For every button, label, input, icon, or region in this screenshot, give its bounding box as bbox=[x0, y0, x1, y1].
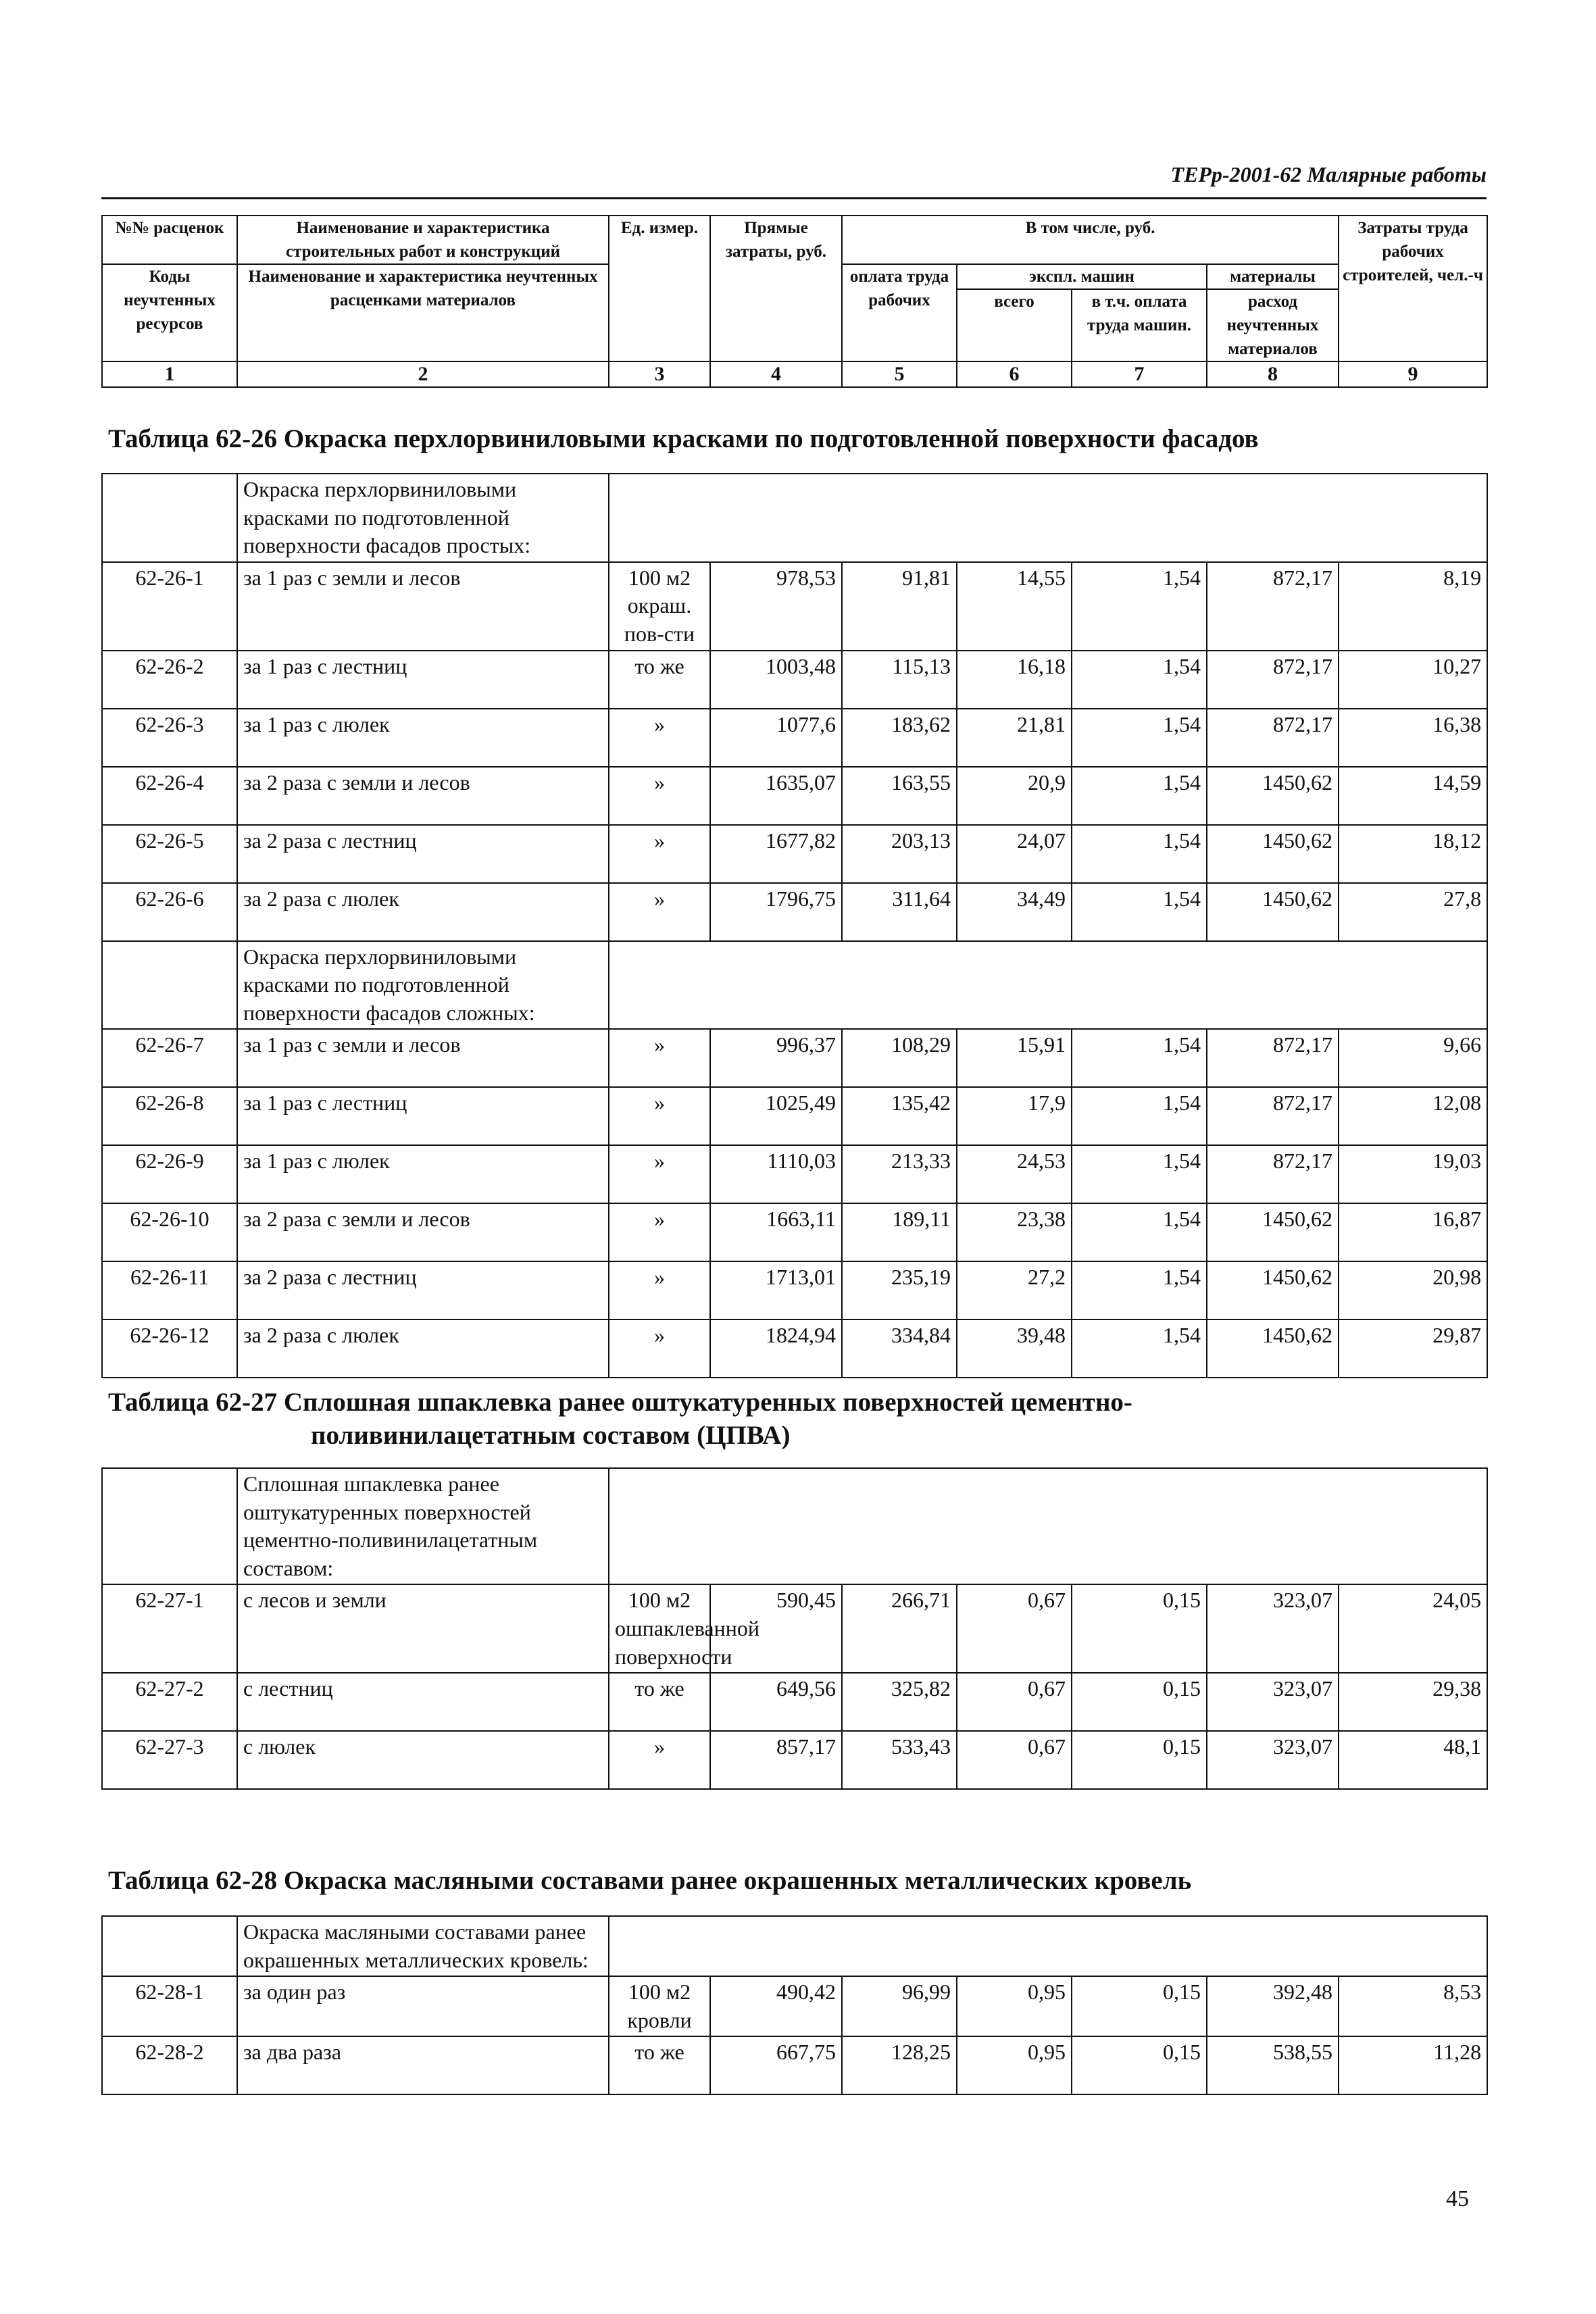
direct-costs: 1677,82 bbox=[710, 825, 842, 883]
column-number: 3 bbox=[609, 361, 710, 387]
group-header-row bbox=[102, 1916, 1487, 1976]
table-row bbox=[102, 1584, 1487, 1673]
rate-code: 62-26-11 bbox=[102, 1261, 237, 1319]
material-costs: 1450,62 bbox=[1207, 825, 1339, 883]
unit-of-measure: то же bbox=[609, 2036, 710, 2094]
material-costs: 1450,62 bbox=[1207, 1203, 1339, 1261]
machine-costs: 23,38 bbox=[957, 1203, 1072, 1261]
header-worker-pay: оплата труда рабочих bbox=[842, 264, 957, 361]
material-costs: 323,07 bbox=[1207, 1731, 1339, 1789]
machine-costs: 14,55 bbox=[957, 562, 1072, 651]
machine-operator-pay: 1,54 bbox=[1072, 1145, 1207, 1203]
table-row bbox=[102, 651, 1487, 709]
worker-pay: 266,71 bbox=[842, 1584, 957, 1673]
direct-costs: 1663,11 bbox=[710, 1203, 842, 1261]
material-costs: 323,07 bbox=[1207, 1584, 1339, 1673]
direct-costs: 1713,01 bbox=[710, 1261, 842, 1319]
rate-code: 62-26-2 bbox=[102, 651, 237, 709]
work-name: за 1 раз с земли и лесов bbox=[237, 562, 609, 651]
group-title: Окраска перхлорвиниловыми красками по подготовленной поверхности фасадов простых: bbox=[237, 474, 609, 562]
labor-costs: 24,05 bbox=[1339, 1584, 1487, 1673]
rate-code: 62-26-4 bbox=[102, 767, 237, 825]
table-62-26 bbox=[101, 473, 1488, 1378]
work-name: за 1 раз с люлек bbox=[237, 709, 609, 767]
material-costs: 538,55 bbox=[1207, 2036, 1339, 2094]
header-material-name: Наименование и характеристика неучтенных расценками материалов bbox=[237, 264, 609, 361]
machine-operator-pay: 1,54 bbox=[1072, 651, 1207, 709]
machine-costs: 20,9 bbox=[957, 767, 1072, 825]
unit-of-measure: » bbox=[609, 1731, 710, 1789]
direct-costs: 490,42 bbox=[710, 1976, 842, 2036]
table-row bbox=[102, 1087, 1487, 1145]
work-name: за 1 раз с лестниц bbox=[237, 651, 609, 709]
rate-code: 62-26-9 bbox=[102, 1145, 237, 1203]
unit-of-measure: 100 м2 ошпаклеванной поверхности bbox=[609, 1584, 710, 1673]
machine-costs: 21,81 bbox=[957, 709, 1072, 767]
worker-pay: 235,19 bbox=[842, 1261, 957, 1319]
labor-costs: 8,53 bbox=[1339, 1976, 1487, 2036]
labor-costs: 48,1 bbox=[1339, 1731, 1487, 1789]
column-number: 7 bbox=[1072, 361, 1207, 387]
direct-costs: 1003,48 bbox=[710, 651, 842, 709]
material-costs: 872,17 bbox=[1207, 562, 1339, 651]
labor-costs: 8,19 bbox=[1339, 562, 1487, 651]
machine-costs: 24,53 bbox=[957, 1145, 1072, 1203]
rate-code: 62-27-2 bbox=[102, 1673, 237, 1731]
material-costs: 872,17 bbox=[1207, 651, 1339, 709]
unit-of-measure: » bbox=[609, 767, 710, 825]
machine-costs: 0,67 bbox=[957, 1584, 1072, 1673]
labor-costs: 16,38 bbox=[1339, 709, 1487, 767]
worker-pay: 213,33 bbox=[842, 1145, 957, 1203]
table-body bbox=[102, 1468, 1487, 1789]
machine-operator-pay: 0,15 bbox=[1072, 1976, 1207, 2036]
machine-costs: 15,91 bbox=[957, 1029, 1072, 1087]
machine-operator-pay: 1,54 bbox=[1072, 1203, 1207, 1261]
column-number: 8 bbox=[1207, 361, 1339, 387]
group-header-row bbox=[102, 474, 1487, 562]
direct-costs: 667,75 bbox=[710, 2036, 842, 2094]
machine-costs: 0,67 bbox=[957, 1731, 1072, 1789]
table-body bbox=[102, 1916, 1487, 2094]
labor-costs: 12,08 bbox=[1339, 1087, 1487, 1145]
table-row bbox=[102, 1261, 1487, 1319]
header-unit: Ед. измер. bbox=[609, 216, 710, 361]
column-header-table bbox=[101, 215, 1488, 388]
rate-code: 62-26-5 bbox=[102, 825, 237, 883]
group-code-cell bbox=[102, 1468, 237, 1584]
unit-of-measure: » bbox=[609, 1029, 710, 1087]
worker-pay: 533,43 bbox=[842, 1731, 957, 1789]
direct-costs: 1635,07 bbox=[710, 767, 842, 825]
table-row bbox=[102, 1673, 1487, 1731]
group-title: Окраска масляными составами ранее окрашенных металлических кровель: bbox=[237, 1916, 609, 1976]
worker-pay: 203,13 bbox=[842, 825, 957, 883]
direct-costs: 590,45 bbox=[710, 1584, 842, 1673]
machine-operator-pay: 1,54 bbox=[1072, 1029, 1207, 1087]
worker-pay: 108,29 bbox=[842, 1029, 957, 1087]
header-machines-pay: в т.ч. оплата труда машин. bbox=[1072, 289, 1207, 361]
running-head: ТЕРр-2001-62 Малярные работы bbox=[1170, 162, 1487, 186]
labor-costs: 18,12 bbox=[1339, 825, 1487, 883]
table-62-27 bbox=[101, 1467, 1488, 1790]
unit-of-measure: 100 м2 кровли bbox=[609, 1976, 710, 2036]
header-direct-costs: Прямые затраты, руб. bbox=[710, 216, 842, 361]
table-row bbox=[102, 1145, 1487, 1203]
table-row bbox=[102, 883, 1487, 941]
work-name: за 2 раза с люлек bbox=[237, 883, 609, 941]
machine-operator-pay: 0,15 bbox=[1072, 1673, 1207, 1731]
column-number: 6 bbox=[957, 361, 1072, 387]
group-title: Окраска перхлорвиниловыми красками по подготовленной поверхности фасадов сложных: bbox=[237, 941, 609, 1030]
direct-costs: 1824,94 bbox=[710, 1319, 842, 1378]
work-name: за 1 раз с люлек bbox=[237, 1145, 609, 1203]
worker-pay: 115,13 bbox=[842, 651, 957, 709]
direct-costs: 1077,6 bbox=[710, 709, 842, 767]
table-row bbox=[102, 1731, 1487, 1789]
header-including: В том числе, руб. bbox=[842, 216, 1339, 264]
group-blank-cell bbox=[609, 1468, 1487, 1584]
group-blank-cell bbox=[609, 1916, 1487, 1976]
work-name: за 2 раза с земли и лесов bbox=[237, 1203, 609, 1261]
column-number: 1 bbox=[102, 361, 237, 387]
unit-of-measure: » bbox=[609, 1145, 710, 1203]
rate-code: 62-27-1 bbox=[102, 1584, 237, 1673]
table-row bbox=[102, 825, 1487, 883]
table-62-28 bbox=[101, 1915, 1488, 2095]
unit-of-measure: » bbox=[609, 883, 710, 941]
rate-code: 62-27-3 bbox=[102, 1731, 237, 1789]
header-rule bbox=[101, 197, 1487, 199]
direct-costs: 996,37 bbox=[710, 1029, 842, 1087]
work-name: за 1 раз с лестниц bbox=[237, 1087, 609, 1145]
labor-costs: 20,98 bbox=[1339, 1261, 1487, 1319]
material-costs: 323,07 bbox=[1207, 1673, 1339, 1731]
table-62-26-title: Таблица 62-26 Окраска перхлорвиниловыми красками по подготовленной поверхности фасадов bbox=[108, 424, 1259, 453]
table-row bbox=[102, 2036, 1487, 2094]
material-costs: 872,17 bbox=[1207, 1029, 1339, 1087]
material-costs: 1450,62 bbox=[1207, 1261, 1339, 1319]
direct-costs: 649,56 bbox=[710, 1673, 842, 1731]
worker-pay: 163,55 bbox=[842, 767, 957, 825]
table-row bbox=[102, 562, 1487, 651]
table-62-27-title-line2: поливинилацетатным составом (ЦПВА) bbox=[311, 1420, 791, 1450]
worker-pay: 128,25 bbox=[842, 2036, 957, 2094]
group-code-cell bbox=[102, 941, 237, 1030]
material-costs: 392,48 bbox=[1207, 1976, 1339, 2036]
group-blank-cell bbox=[609, 474, 1487, 562]
worker-pay: 334,84 bbox=[842, 1319, 957, 1378]
table-row bbox=[102, 1029, 1487, 1087]
table-row bbox=[102, 767, 1487, 825]
rate-code: 62-26-8 bbox=[102, 1087, 237, 1145]
rate-code: 62-26-3 bbox=[102, 709, 237, 767]
labor-costs: 27,8 bbox=[1339, 883, 1487, 941]
unit-of-measure: » bbox=[609, 709, 710, 767]
rate-code: 62-26-12 bbox=[102, 1319, 237, 1378]
direct-costs: 857,17 bbox=[710, 1731, 842, 1789]
worker-pay: 311,64 bbox=[842, 883, 957, 941]
header-column-numbers bbox=[102, 361, 1487, 387]
machine-operator-pay: 1,54 bbox=[1072, 825, 1207, 883]
machine-costs: 0,67 bbox=[957, 1673, 1072, 1731]
labor-costs: 14,59 bbox=[1339, 767, 1487, 825]
table-62-27-title-line1: Таблица 62-27 Сплошная шпаклевка ранее оштукатуренных поверхностей цементно- bbox=[108, 1388, 1132, 1417]
machine-operator-pay: 1,54 bbox=[1072, 1087, 1207, 1145]
rate-code: 62-28-1 bbox=[102, 1976, 237, 2036]
group-header-row bbox=[102, 1468, 1487, 1584]
machine-operator-pay: 1,54 bbox=[1072, 562, 1207, 651]
machine-costs: 34,49 bbox=[957, 883, 1072, 941]
machine-costs: 16,18 bbox=[957, 651, 1072, 709]
machine-operator-pay: 1,54 bbox=[1072, 1319, 1207, 1378]
labor-costs: 10,27 bbox=[1339, 651, 1487, 709]
header-machines: экспл. машин bbox=[957, 264, 1207, 289]
machine-operator-pay: 1,54 bbox=[1072, 883, 1207, 941]
group-code-cell bbox=[102, 1916, 237, 1976]
column-number: 5 bbox=[842, 361, 957, 387]
machine-costs: 39,48 bbox=[957, 1319, 1072, 1378]
material-costs: 872,17 bbox=[1207, 1145, 1339, 1203]
header-work-name: Наименование и характеристика строительных работ и конструкций bbox=[237, 216, 609, 264]
direct-costs: 1025,49 bbox=[710, 1087, 842, 1145]
unit-of-measure: » bbox=[609, 1203, 710, 1261]
material-costs: 1450,62 bbox=[1207, 767, 1339, 825]
column-number: 9 bbox=[1339, 361, 1487, 387]
header-rate-number: №№ расценок bbox=[102, 216, 237, 264]
unit-of-measure: » bbox=[609, 1087, 710, 1145]
direct-costs: 978,53 bbox=[710, 562, 842, 651]
machine-operator-pay: 0,15 bbox=[1072, 1584, 1207, 1673]
group-header-row bbox=[102, 941, 1487, 1030]
worker-pay: 96,99 bbox=[842, 1976, 957, 2036]
unit-of-measure: » bbox=[609, 825, 710, 883]
machine-costs: 0,95 bbox=[957, 2036, 1072, 2094]
table-row bbox=[102, 709, 1487, 767]
table-row bbox=[102, 1203, 1487, 1261]
work-name: за 2 раза с лестниц bbox=[237, 1261, 609, 1319]
machine-costs: 17,9 bbox=[957, 1087, 1072, 1145]
labor-costs: 11,28 bbox=[1339, 2036, 1487, 2094]
machine-costs: 0,95 bbox=[957, 1976, 1072, 2036]
machine-operator-pay: 1,54 bbox=[1072, 767, 1207, 825]
material-costs: 1450,62 bbox=[1207, 1319, 1339, 1378]
table-62-28-title: Таблица 62-28 Окраска масляными составами ранее окрашенных металлических кровель bbox=[108, 1866, 1192, 1895]
direct-costs: 1796,75 bbox=[710, 883, 842, 941]
direct-costs: 1110,03 bbox=[710, 1145, 842, 1203]
work-name: с люлек bbox=[237, 1731, 609, 1789]
work-name: за 2 раза с лестниц bbox=[237, 825, 609, 883]
labor-costs: 16,87 bbox=[1339, 1203, 1487, 1261]
unit-of-measure: то же bbox=[609, 1673, 710, 1731]
header-labor-costs: Затраты труда рабочих строителей, чел.-ч bbox=[1339, 216, 1487, 361]
material-costs: 872,17 bbox=[1207, 1087, 1339, 1145]
work-name: с лестниц bbox=[237, 1673, 609, 1731]
header-materials-consumption: расход неучтенных материалов bbox=[1207, 289, 1339, 361]
work-name: с лесов и земли bbox=[237, 1584, 609, 1673]
worker-pay: 183,62 bbox=[842, 709, 957, 767]
unit-of-measure: » bbox=[609, 1261, 710, 1319]
machine-operator-pay: 0,15 bbox=[1072, 2036, 1207, 2094]
rate-code: 62-28-2 bbox=[102, 2036, 237, 2094]
worker-pay: 325,82 bbox=[842, 1673, 957, 1731]
material-costs: 1450,62 bbox=[1207, 883, 1339, 941]
machine-operator-pay: 0,15 bbox=[1072, 1731, 1207, 1789]
material-costs: 872,17 bbox=[1207, 709, 1339, 767]
column-number: 4 bbox=[710, 361, 842, 387]
table-row bbox=[102, 1319, 1487, 1378]
table-row bbox=[102, 1976, 1487, 2036]
machine-operator-pay: 1,54 bbox=[1072, 709, 1207, 767]
header-resource-codes: Коды неучтенных ресурсов bbox=[102, 264, 237, 361]
work-name: за 2 раза с земли и лесов bbox=[237, 767, 609, 825]
machine-operator-pay: 1,54 bbox=[1072, 1261, 1207, 1319]
rate-code: 62-26-6 bbox=[102, 883, 237, 941]
group-code-cell bbox=[102, 474, 237, 562]
rate-code: 62-26-1 bbox=[102, 562, 237, 651]
machine-costs: 27,2 bbox=[957, 1261, 1072, 1319]
group-blank-cell bbox=[609, 941, 1487, 1030]
work-name: за два раза bbox=[237, 2036, 609, 2094]
header-materials: материалы bbox=[1207, 264, 1339, 289]
work-name: за 2 раза с люлек bbox=[237, 1319, 609, 1378]
unit-of-measure: то же bbox=[609, 651, 710, 709]
labor-costs: 29,38 bbox=[1339, 1673, 1487, 1731]
worker-pay: 91,81 bbox=[842, 562, 957, 651]
worker-pay: 189,11 bbox=[842, 1203, 957, 1261]
work-name: за 1 раз с земли и лесов bbox=[237, 1029, 609, 1087]
worker-pay: 135,42 bbox=[842, 1087, 957, 1145]
table-body bbox=[102, 474, 1487, 1378]
labor-costs: 19,03 bbox=[1339, 1145, 1487, 1203]
page-number: 45 bbox=[1446, 2186, 1469, 2211]
rate-code: 62-26-7 bbox=[102, 1029, 237, 1087]
rate-code: 62-26-10 bbox=[102, 1203, 237, 1261]
machine-costs: 24,07 bbox=[957, 825, 1072, 883]
header-machines-total: всего bbox=[957, 289, 1072, 361]
column-number: 2 bbox=[237, 361, 609, 387]
table-62-27-title bbox=[108, 1386, 1480, 1453]
work-name: за один раз bbox=[237, 1976, 609, 2036]
labor-costs: 9,66 bbox=[1339, 1029, 1487, 1087]
labor-costs: 29,87 bbox=[1339, 1319, 1487, 1378]
unit-of-measure: » bbox=[609, 1319, 710, 1378]
unit-of-measure: 100 м2 окраш. пов-сти bbox=[609, 562, 710, 651]
group-title: Сплошная шпаклевка ранее оштукатуренных поверхностей цементно-поливинилацетатным составом: bbox=[237, 1468, 609, 1584]
